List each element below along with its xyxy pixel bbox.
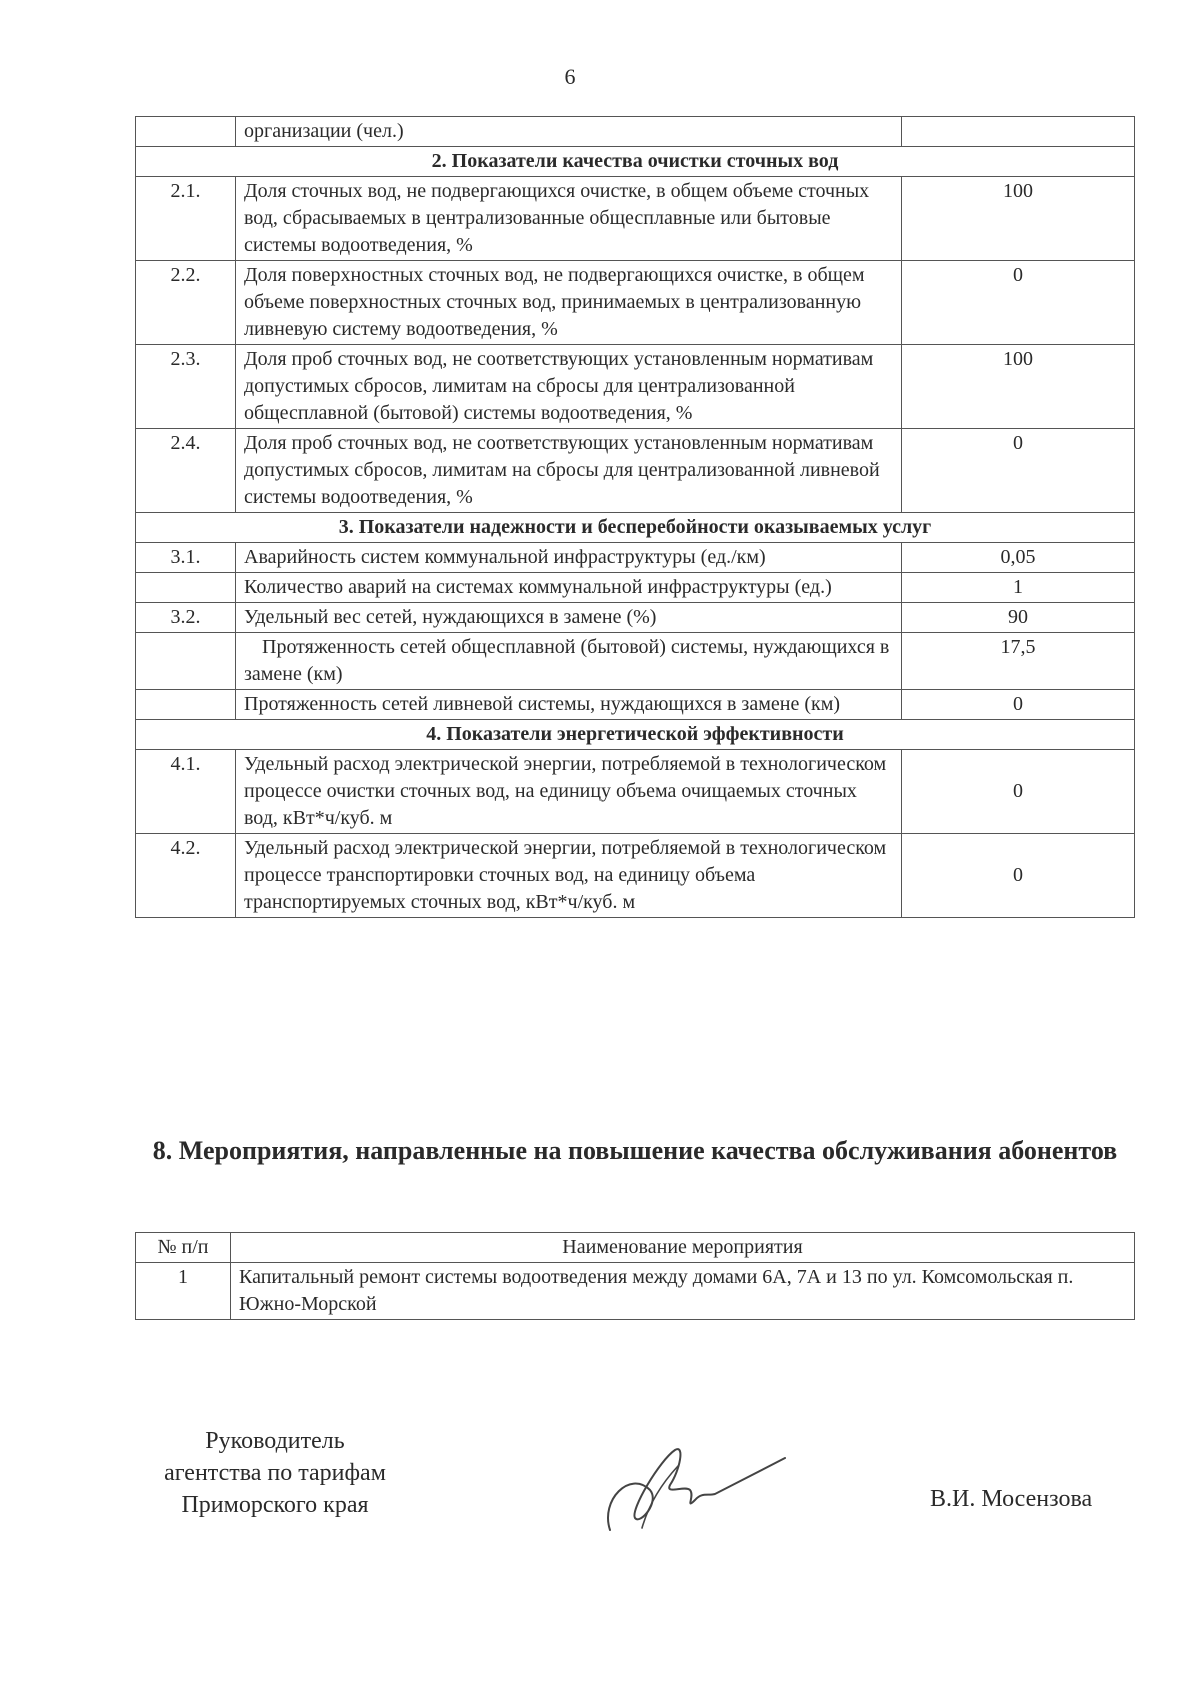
table-row <box>136 261 1135 345</box>
table-row <box>136 429 1135 513</box>
num-cell: 2.2. <box>136 261 236 345</box>
table-row <box>136 834 1135 918</box>
header-num: № п/п <box>136 1233 231 1263</box>
value-cell: 0 <box>902 750 1135 834</box>
table-row <box>136 633 1135 690</box>
page-number: 6 <box>564 64 576 89</box>
section-title: 2. Показатели качества очистки сточных вод <box>136 147 1135 177</box>
value-cell: 0 <box>902 261 1135 345</box>
num-cell <box>136 117 236 147</box>
name-cell: Доля проб сточных вод, не соответствующих установленным нормативам допустимых сбросов, лимитам на сбросы для централизованной общесплавной (бытовой) системы водоотведения, % <box>236 345 902 429</box>
name-cell: Доля проб сточных вод, не соответствующих установленным нормативам допустимых сбросов, лимитам на сбросы для централизованной ливневой системы водоотведения, % <box>236 429 902 513</box>
value-cell: 1 <box>902 573 1135 603</box>
value-cell <box>902 117 1135 147</box>
name-cell: Аварийность систем коммунальной инфраструктуры (ед./км) <box>236 543 902 573</box>
table-row <box>136 345 1135 429</box>
role-line: агентства по тарифам <box>164 1460 386 1486</box>
value-cell: 0 <box>902 834 1135 918</box>
value-cell: 90 <box>902 603 1135 633</box>
value-cell: 0 <box>902 690 1135 720</box>
signatory-role <box>130 1425 420 1521</box>
handwritten-signature <box>590 1430 790 1540</box>
value-cell: 0,05 <box>902 543 1135 573</box>
num-cell: 2.1. <box>136 177 236 261</box>
num-cell: 3.1. <box>136 543 236 573</box>
name-cell: Удельный расход электрической энергии, потребляемой в технологическом процессе очистки сточных вод, на единицу объема очищаемых сточных вод, кВт*ч/куб. м <box>236 750 902 834</box>
section-title: 3. Показатели надежности и бесперебойности оказываемых услуг <box>136 513 1135 543</box>
num-cell: 1 <box>136 1263 231 1320</box>
role-line: Руководитель <box>205 1428 345 1454</box>
name-cell: организации (чел.) <box>236 117 902 147</box>
name-cell: Доля поверхностных сточных вод, не подвергающихся очистке, в общем объеме поверхностных сточных вод, принимаемых в централизованную ливневую систему водоотведения, % <box>236 261 902 345</box>
num-cell: 3.2. <box>136 603 236 633</box>
section-header-row <box>136 720 1135 750</box>
name-cell: Капитальный ремонт системы водоотведения между домами 6А, 7А и 13 по ул. Комсомольская п. Южно-Морской <box>231 1263 1135 1320</box>
table-row <box>136 1263 1135 1320</box>
indicators-table <box>135 116 1135 918</box>
table-row <box>136 177 1135 261</box>
table-header-row <box>136 1233 1135 1263</box>
num-cell: 4.2. <box>136 834 236 918</box>
section-header-row <box>136 513 1135 543</box>
header-name: Наименование мероприятия <box>231 1233 1135 1263</box>
table-row <box>136 573 1135 603</box>
measures-section-title: 8. Мероприятия, направленные на повышение качества обслуживания абонентов <box>152 1136 1118 1165</box>
value-cell: 100 <box>902 345 1135 429</box>
num-cell: 2.3. <box>136 345 236 429</box>
name-cell: Количество аварий на системах коммунальной инфраструктуры (ед.) <box>236 573 902 603</box>
value-cell: 0 <box>902 429 1135 513</box>
section-header-row <box>136 147 1135 177</box>
table-row <box>136 543 1135 573</box>
num-cell <box>136 573 236 603</box>
name-cell: Удельный вес сетей, нуждающихся в замене (%) <box>236 603 902 633</box>
num-cell <box>136 633 236 690</box>
measures-table <box>135 1232 1135 1320</box>
value-cell: 100 <box>902 177 1135 261</box>
name-cell: Доля сточных вод, не подвергающихся очистке, в общем объеме сточных вод, сбрасываемых в централизованные общесплавные или бытовые системы водоотведения, % <box>236 177 902 261</box>
section-title: 4. Показатели энергетической эффективности <box>136 720 1135 750</box>
num-cell: 4.1. <box>136 750 236 834</box>
num-cell <box>136 690 236 720</box>
name-cell: Протяженность сетей общесплавной (бытовой) системы, нуждающихся в замене (км) <box>236 633 902 690</box>
table-row <box>136 117 1135 147</box>
value-cell: 17,5 <box>902 633 1135 690</box>
num-cell: 2.4. <box>136 429 236 513</box>
table-row <box>136 750 1135 834</box>
name-cell: Удельный расход электрической энергии, потребляемой в технологическом процессе транспортировки сточных вод, на единицу объема транспортируемых сточных вод, кВт*ч/куб. м <box>236 834 902 918</box>
signatory-name: В.И. Мосензова <box>930 1486 1093 1512</box>
name-cell: Протяженность сетей ливневой системы, нуждающихся в замене (км) <box>236 690 902 720</box>
table-row <box>136 603 1135 633</box>
table-row <box>136 690 1135 720</box>
role-line: Приморского края <box>181 1492 369 1518</box>
